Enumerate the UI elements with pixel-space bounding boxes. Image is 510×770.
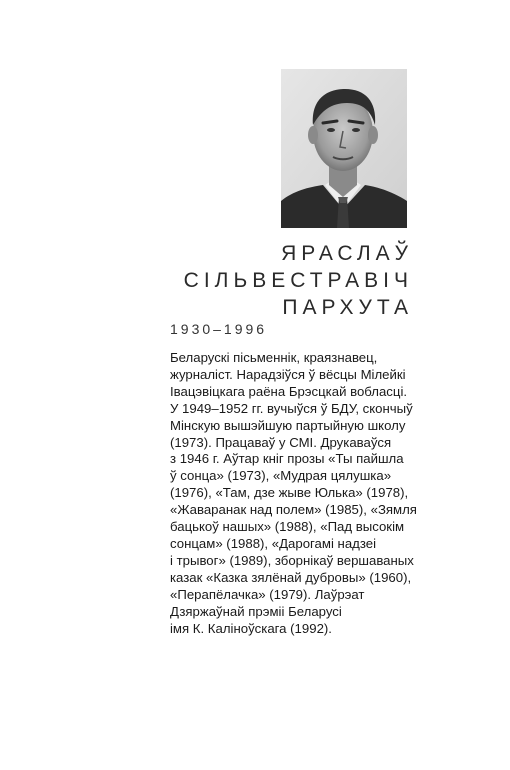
bio-line: «Жаваранак над полем» (1985), «Зямля bbox=[170, 502, 417, 518]
author-name-line-3: ПАРХУТА bbox=[282, 296, 413, 319]
bio-line: імя К. Каліноўскага (1992). bbox=[170, 620, 332, 636]
bio-line: У 1949–1952 гг. вучыўся ў БДУ, скончыў bbox=[170, 400, 413, 416]
bio-line: бацькоў нашых» (1988), «Пад высокім bbox=[170, 519, 405, 535]
bio-line: (1976), «Там, дзе жыве Юлька» (1978), bbox=[170, 485, 409, 501]
author-name bbox=[183, 240, 413, 321]
author-name-line-1: ЯРАСЛАЎ bbox=[281, 242, 413, 265]
bio-line: сонцам» (1988), «Дарогамі надзеі bbox=[170, 535, 377, 551]
author-biography bbox=[170, 350, 430, 637]
bio-line: «Перапёлачка» (1979). Лаўрэат bbox=[170, 586, 365, 602]
bio-line: Мінскую вышэйшую партыйную школу bbox=[170, 417, 406, 433]
bio-line: Беларускі пісьменнік, краязнавец, bbox=[170, 350, 378, 365]
bio-line: журналіст. Нарадзіўся ў вёсцы Мілейкі bbox=[170, 366, 406, 382]
bio-line: і трывог» (1989), зборнікаў вершаваных bbox=[170, 552, 414, 568]
bio-line: казак «Казка зялёнай дубровы» (1960), bbox=[170, 569, 412, 585]
author-life-years: 1930–1996 bbox=[170, 321, 268, 337]
author-name-line-2: СІЛЬВЕСТРАВІЧ bbox=[183, 269, 413, 292]
bio-line: (1973). Працаваў у СМІ. Друкаваўся bbox=[170, 434, 392, 450]
bio-line: Івацэвіцкага раёна Брэсцкай вобласці. bbox=[170, 383, 408, 399]
bio-line: ў сонца» (1973), «Мудрая цялушка» bbox=[170, 468, 392, 484]
author-portrait bbox=[281, 69, 407, 228]
bio-line: з 1946 г. Аўтар кніг прозы «Ты пайшла bbox=[170, 451, 404, 467]
author-portrait-photo bbox=[281, 69, 407, 228]
bio-line: Дзяржаўнай прэміі Беларусі bbox=[170, 603, 342, 619]
